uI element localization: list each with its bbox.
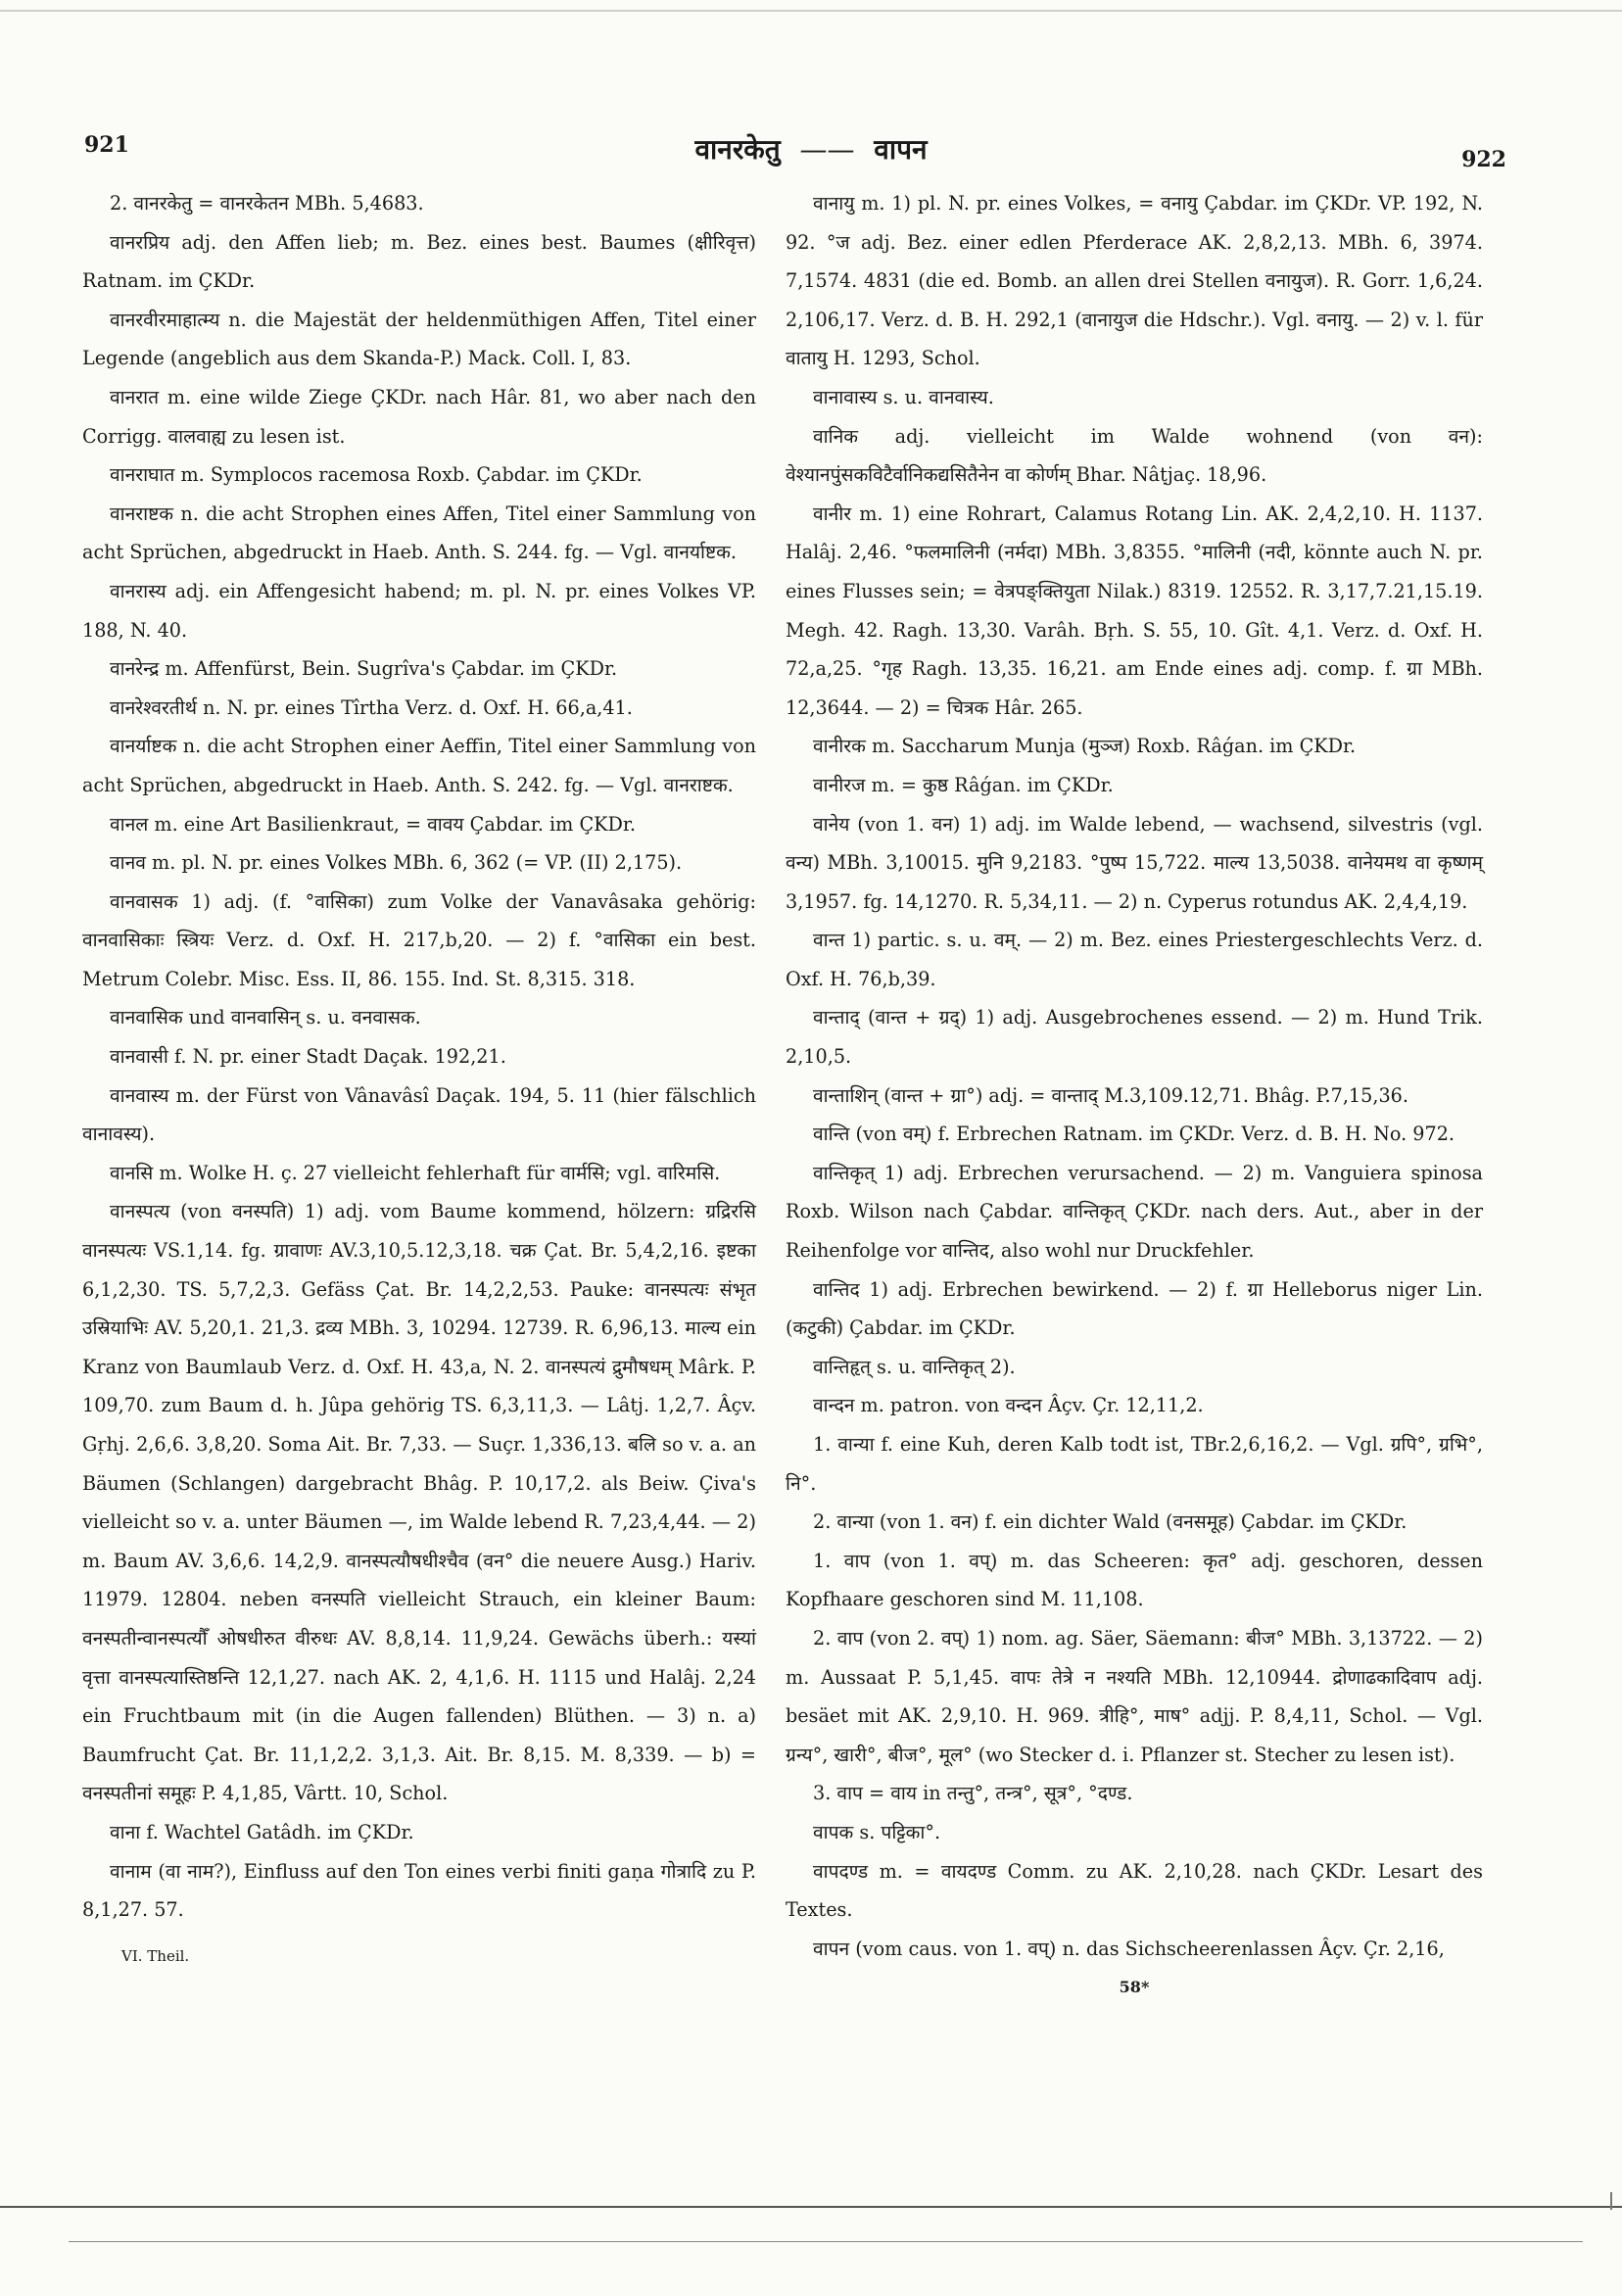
entry: वानवासक 1) adj. (f. °वासिका) zum Volke der Vanavâsaka gehörig: वानवासिकाः स्त्रियः Verz. d. Oxf. H. 217,b,20. — 2) f. °वासिका ein best. Metrum Colebr. Misc. Ess. II, 86. 155. Ind. St. 8,315. 318. bbox=[82, 889, 756, 990]
right-column bbox=[786, 184, 1483, 2007]
entry: वानराष्टक n. die acht Strophen eines Affen, Titel einer Sammlung von acht Sprüchen, abgedruckt in Haeb. Anth. S. 244. fg. — Vgl. वानर्याष्टक. bbox=[82, 502, 756, 564]
entry: 3. वाप = वाय in तन्तु°, तन्त्र°, सूत्र°, °दण्ड. bbox=[813, 1782, 1133, 1805]
entry: वानवासी f. N. pr. einer Stadt Daçak. 192,21. bbox=[110, 1045, 506, 1069]
entry: वानव m. pl. N. pr. eines Volkes MBh. 6, 362 (= VP. (II) 2,175). bbox=[110, 851, 683, 875]
entry: वानस्पत्य (von वनस्पति) 1) adj. vom Baume kommend, hölzern: ग्रद्रिरसि वानस्पत्यः VS.1,14. fg. ग्रावाणः AV.3,10,5.12,3,18. चक्र Çat. Br. 5,4,2,16. इष्टका 6,1,2,30. TS. 5,7,2,3. Gefäss Çat. Br. 14,2,2,53. Pauke: वानस्पत्यः संभृत उस्रियाभिः AV. 5,20,1. 21,3. द्रव्य MBh. 3, 10294. 12739. R. 6,96,13. माल्य ein Kranz von Baumlaub Verz. d. Oxf. H. 43,a, N. 2. वानस्पत्यं द्रुमौषधम् Mârk. P. 109,70. zum Baum d. h. Jûpa gehörig TS. 6,3,11,3. — Lâtj. 1,2,7. Âçv. Gṛhj. 2,6,6. 3,8,20. Soma Ait. Br. 7,33. — Suçr. 1,336,13. बलि so v. a. an Bäumen (Schlangen) dargebracht Bhâg. P. 10,17,2. als Beiw. Çiva's vielleicht so v. a. unter Bäumen —, im Walde lebend R. 7,23,4,44. — 2) m. Baum AV. 3,6,6. 14,2,9. वानस्पत्यौषधीश्चैव (वन° die neuere Ausg.) Hariv. 11979. 12804. neben वनस्पति vielleicht Strauch, ein kleiner Baum: वनस्पतीन्वानस्पत्यौँ ओषधीरुत वीरुधः AV. 8,8,14. 11,9,24. Gewächs überh.: यस्यां वृत्ता वानस्पत्यास्तिष्ठन्ति 12,1,27. nach AK. 2, 4,1,6. H. 1115 und Halâj. 2,24 ein Fruchtbaum mit (in die Augen fallenden) Blüthen. — 3) n. a) Baumfrucht Çat. Br. 11,1,2,2. 3,1,3. Ait. Br. 8,15. M. 8,339. — b) = वनस्पतीनां समूहः P. 4,1,85, Vârtt. 10, Schol. bbox=[82, 1200, 756, 1805]
scan-edge-line bbox=[0, 10, 1622, 12]
entry: वानेय (von 1. वन) 1) adj. im Walde lebend, — wachsend, silvestris (vgl. वन्य) MBh. 3,10015. मुनि 9,2183. °पुष्प 15,722. माल्य 13,5038. वानेयमथ वा कृष्णम् 3,1957. fg. 14,1270. R. 5,34,11. — 2) n. Cyperus rotundus AK. 2,4,4,19. bbox=[786, 812, 1483, 913]
running-head bbox=[0, 130, 1622, 167]
entry: वान्त 1) partic. s. u. वम्. — 2) m. Bez. eines Priestergeschlechts Verz. d. Oxf. H. 76,b,39. bbox=[786, 929, 1483, 990]
entry: वानसि m. Wolke H. ç. 27 vielleicht fehlerhaft für वार्मसि; vgl. वारिमसि. bbox=[110, 1161, 721, 1184]
entry: वानवास्य m. der Fürst von Vânavâsî Daçak. 194, 5. 11 (hier fälschlich वानावस्य). bbox=[82, 1083, 756, 1146]
entry: वानराघात m. Symplocos racemosa Roxb. Çabdar. im ÇKDr. bbox=[110, 463, 643, 487]
running-head-left: वानरकेतु bbox=[694, 133, 781, 166]
margin-mark bbox=[1610, 2192, 1622, 2210]
entry: वान्दन m. patron. von वन्दन Âçv. Çr. 12,11,2. bbox=[813, 1394, 1204, 1417]
entry: वानाम (वा नाम?), Einfluss auf den Ton eines verbi finiti gaṇa गोत्रादि zu P. 8,1,27. 57. bbox=[82, 1859, 756, 1922]
entry: वान्तिकृत् 1) adj. Erbrechen verursachend. — 2) m. Vanguiera spinosa Roxb. Wilson nach Çabdar. वान्तिकृत् ÇKDr. nach ders. Aut., aber in der Reihenfolge vor वान्तिद, also wohl nur Druckfehler. bbox=[786, 1161, 1483, 1263]
entry: वान्ताद् (वान्त + ग्रद्) 1) adj. Ausgebrochenes essend. — 2) m. Hund Trik. 2,10,5. bbox=[786, 1006, 1483, 1069]
entry: वानीरज m. = कुष्ठ Râǵan. im ÇKDr. bbox=[813, 773, 1114, 796]
entry: वापक s. पट्टिका°. bbox=[813, 1820, 941, 1843]
entry: वानरप्रिय adj. den Affen lieb; m. Bez. eines best. Baumes (क्षीरिवृत्त) Ratnam. im ÇKDr. bbox=[82, 230, 756, 293]
running-head-right: वापन bbox=[874, 133, 928, 166]
entry: वान्ताशिन् (वान्त + ग्रा°) adj. = वान्ताद् M.3,109.12,71. Bhâg. P.7,15,36. bbox=[813, 1083, 1408, 1107]
page-number-left: 921 bbox=[84, 132, 129, 158]
entry: वानावास्य s. u. वानवास्य. bbox=[813, 385, 994, 408]
entry: 1. वान्या f. eine Kuh, deren Kalb todt ist, TBr.2,6,16,2. — Vgl. ग्रपि°, ग्रभि°, नि°. bbox=[786, 1433, 1483, 1495]
entry: वानरेश्वरतीर्थ n. N. pr. eines Tîrtha Verz. d. Oxf. H. 66,a,41. bbox=[110, 695, 633, 719]
entry: वानवासिक und वानवासिन् s. u. वनवासक. bbox=[110, 1006, 421, 1029]
entry: वापदण्ड m. = वायदण्ड Comm. zu AK. 2,10,28. nach ÇKDr. Lesart des Textes. bbox=[786, 1859, 1483, 1922]
entry: वानरवीरमाहात्म्य n. die Majestät der heldenmüthigen Affen, Titel einer Legende (angeblich aus dem Skanda-P.) Mack. Coll. I, 83. bbox=[82, 308, 756, 370]
entry: 1. वाप (von 1. वप्) m. das Scheeren: कृत° adj. geschoren, dessen Kopfhaare geschoren sind M. 11,108. bbox=[786, 1549, 1483, 1611]
sheet-signature: 58* bbox=[1119, 1978, 1150, 1997]
entry: वानल m. eine Art Basilienkraut, = वावय Çabdar. im ÇKDr. bbox=[110, 812, 637, 836]
entry: वान्तिहृत् s. u. वान्तिकृत् 2). bbox=[813, 1355, 1016, 1378]
entry: 2. वाप (von 2. वप्) 1) nom. ag. Säer, Säemann: बीज° MBh. 3,13722. — 2) m. Aussaat P. 5,1,45. वापः तेत्रे न नश्यति MBh. 12,10944. द्रोणाढकादिवाप adj. besäet mit AK. 2,9,10. H. 969. त्रीहि°, माष° adjj. P. 8,4,11, Schol. — Vgl. ग्रन्य°, खारी°, बीज°, मूल° (wo Stecker d. i. Pflanzer st. Stecher zu lesen ist). bbox=[786, 1626, 1483, 1766]
entry: वानायु m. 1) pl. N. pr. eines Volkes, = वनायु Çabdar. im ÇKDr. VP. 192, N. 92. °ज adj. Bez. einer edlen Pferderace AK. 2,8,2,13. MBh. 6, 3974. 7,1574. 4831 (die ed. Bomb. an allen drei Stellen वनायुज). R. Gorr. 1,6,24. 2,106,17. Verz. d. B. H. 292,1 (वानायुज die Hdschr.). Vgl. वनायु. — 2) v. l. für वातायु H. 1293, Schol. bbox=[786, 192, 1483, 370]
entry: वानरास्य adj. ein Affengesicht habend; m. pl. N. pr. eines Volkes VP. 188, N. 40. bbox=[82, 579, 756, 642]
entry: 2. वानरकेतु = वानरकेतन MBh. 5,4683. bbox=[110, 192, 424, 215]
entry: 2. वान्या (von 1. वन) f. ein dichter Wald (वनसमूह) Çabdar. im ÇKDr. bbox=[813, 1510, 1407, 1534]
entry: वान्तिद 1) adj. Erbrechen bewirkend. — 2) f. ग्रा Helleborus niger Lin. (कटुकी) Çabdar. im ÇKDr. bbox=[786, 1277, 1483, 1340]
page-number-right: 922 bbox=[1461, 147, 1506, 172]
entry: वाना f. Wachtel Gatâdh. im ÇKDr. bbox=[110, 1820, 414, 1843]
entry: वापन (vom caus. von 1. वप्) n. das Sichscheerenlassen Âçv. Çr. 2,16, bbox=[813, 1937, 1445, 1960]
entry: वानरात m. eine wilde Ziege ÇKDr. nach Hâr. 81, wo aber nach den Corrigg. वालवाह्य zu lesen ist. bbox=[82, 385, 756, 448]
entry: वानीर m. 1) eine Rohrart, Calamus Rotang Lin. AK. 2,4,2,10. H. 1137. Halâj. 2,46. °फलमालिनी (नर्मदा) MBh. 3,8355. °मालिनी (नदी, könnte auch N. pr. eines Flusses sein; = वेत्रपङ्क्तियुता Nilak.) 8319. 12552. R. 3,17,7.21,15.19. Megh. 42. Ragh. 13,30. Varâh. Bṛh. S. 55, 10. Gît. 4,1. Verz. d. Oxf. H. 72,a,25. °गृह Ragh. 13,35. 16,21. am Ende eines adj. comp. f. ग्रा MBh. 12,3644. — 2) = चित्रक Hâr. 265. bbox=[786, 502, 1483, 719]
volume-signature: VI. Theil. bbox=[121, 1946, 190, 1965]
entry: वान्ति (von वम्) f. Erbrechen Ratnam. im ÇKDr. Verz. d. B. H. No. 972. bbox=[813, 1123, 1455, 1146]
running-head-dash: —— bbox=[799, 133, 855, 166]
entry: वानीरक m. Saccharum Munja (मुञ्ज) Roxb. Râǵan. im ÇKDr. bbox=[813, 735, 1357, 758]
entry: वानरेन्द्र m. Affenfürst, Bein. Sugrîva's Çabdar. im ÇKDr. bbox=[110, 657, 618, 681]
entry: वानिक adj. vielleicht im Walde wohnend (von वन): वेश्यानपुंसकविटैर्वानिकद्यसितैनेन वा कोर्णम् Bhar. Nâṭjaç. 18,96. bbox=[786, 424, 1483, 487]
bottom-rule bbox=[0, 2206, 1622, 2208]
bottom-rule-thin bbox=[69, 2241, 1583, 2242]
left-column bbox=[82, 184, 756, 1976]
entry: वानर्याष्टक n. die acht Strophen einer Aeffin, Titel einer Sammlung von acht Sprüchen, abgedruckt in Haeb. Anth. S. 242. fg. — Vgl. वानराष्टक. bbox=[82, 735, 756, 796]
